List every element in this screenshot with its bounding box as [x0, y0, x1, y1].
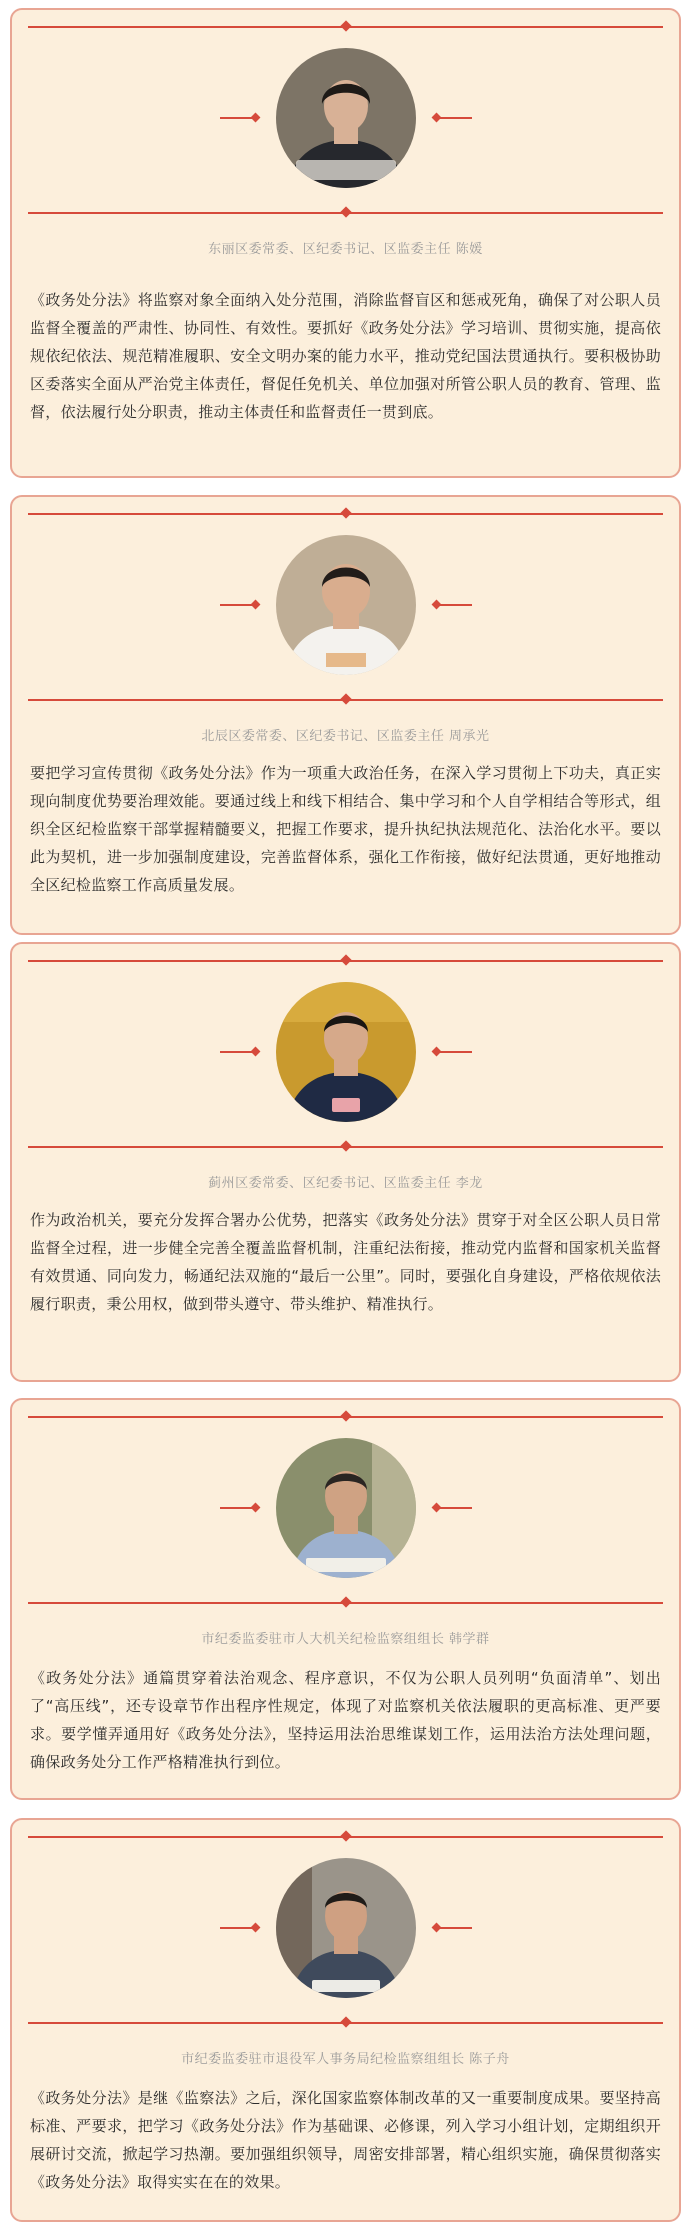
article-body: 《政务处分法》是继《监察法》之后，深化国家监察体制改革的又一重要制度成果。要坚持高标准、严要求，把学习《政务处分法》作为基础课、必修课，列入学习小组计划，定期组织开展研讨交流，掀起学习热潮。要加强组织领导，周密安排部署，精心组织实施，确保贯彻落实《政务处分法》取得实实在在的效果。	[30, 2089, 661, 2191]
bottom-divider	[28, 2022, 663, 2024]
article-body: 要把学习宣传贯彻《政务处分法》作为一项重大政治任务，在深入学习贯彻上下功夫，真正实现向制度优势要治理效能。要通过线上和线下相结合、集中学习和个人自学相结合等形式，组织全区纪检监察干部掌握精髓要义，把握工作要求，提升执纪执法规范化、法治化水平。要以此为契机，进一步加强制度建设，完善监督体系，强化工作衔接，做好纪法贯通，更好地推动全区纪检监察工作高质量发展。	[30, 764, 661, 894]
left-arrow-ornament-icon	[220, 1051, 256, 1053]
portrait-photo	[276, 48, 416, 188]
bottom-divider	[28, 1602, 663, 1604]
diamond-ornament-icon	[340, 1830, 351, 1841]
portrait-photo	[276, 1438, 416, 1578]
right-arrow-ornament-icon	[436, 1051, 472, 1053]
speaker-caption: 北辰区委常委、区纪委书记、区监委主任 周承光	[201, 729, 490, 744]
portrait-frame	[276, 535, 416, 675]
article-body: 作为政治机关，要充分发挥合署办公优势，把落实《政务处分法》贯穿于对全区公职人员日常监督全过程，进一步健全完善全覆盖监督机制，注重纪法衔接，推动党内监督和国家机关监督有效贯通、同向发力，畅通纪法双施的“最后一公里”。同时，要强化自身建设，严格依规依法履行职责，秉公用权，做到带头遵守、带头维护、精准执行。	[30, 1211, 661, 1313]
portrait-photo	[276, 982, 416, 1122]
portrait-photo	[276, 535, 416, 675]
speaker-caption: 市纪委监委驻市人大机关纪检监察组组长 韩学群	[201, 1632, 490, 1647]
bottom-divider	[28, 1146, 663, 1148]
article-card-2	[10, 495, 681, 935]
speaker-caption: 市纪委监委驻市退役军人事务局纪检监察组组长 陈子舟	[181, 2052, 510, 2067]
top-divider	[28, 1836, 663, 1838]
diamond-ornament-icon	[340, 206, 351, 217]
article-card-3	[10, 942, 681, 1382]
diamond-ornament-icon	[340, 954, 351, 965]
right-arrow-ornament-icon	[436, 1927, 472, 1929]
article-card-4	[10, 1398, 681, 1800]
top-divider	[28, 1416, 663, 1418]
article-body: 《政务处分法》通篇贯穿着法治观念、程序意识，不仅为公职人员列明“负面清单”、划出了“高压线”，还专设章节作出程序性规定，体现了对监察机关依法履职的更高标准、更严要求。要学懂弄通用好《政务处分法》，坚持运用法治思维谋划工作，运用法治方法处理问题，确保政务处分工作严格精准执行到位。	[30, 1669, 661, 1771]
bottom-divider	[28, 699, 663, 701]
diamond-ornament-icon	[340, 693, 351, 704]
diamond-ornament-icon	[340, 1410, 351, 1421]
speaker-caption: 蓟州区委常委、区纪委书记、区监委主任 李龙	[208, 1176, 483, 1191]
bottom-divider	[28, 212, 663, 214]
article-card-5	[10, 1818, 681, 2222]
diamond-ornament-icon	[340, 1596, 351, 1607]
portrait-frame	[276, 982, 416, 1122]
portrait-frame	[276, 48, 416, 188]
portrait-frame	[276, 1858, 416, 1998]
speaker-caption: 东丽区委常委、区纪委书记、区监委主任 陈媛	[208, 242, 483, 257]
portrait-photo	[276, 1858, 416, 1998]
diamond-ornament-icon	[340, 507, 351, 518]
diamond-ornament-icon	[340, 1140, 351, 1151]
diamond-ornament-icon	[340, 20, 351, 31]
top-divider	[28, 960, 663, 962]
right-arrow-ornament-icon	[436, 604, 472, 606]
article-body: 《政务处分法》将监察对象全面纳入处分范围，消除监督盲区和惩戒死角，确保了对公职人员监督全覆盖的严肃性、协同性、有效性。要抓好《政务处分法》学习培训、贯彻实施，提高依规依纪依法、规范精准履职、安全文明办案的能力水平，推动党纪国法贯通执行。要积极协助区委落实全面从严治党主体责任，督促任免机关、单位加强对所管公职人员的教育、管理、监督，依法履行处分职责，推动主体责任和监督责任一贯到底。	[30, 291, 661, 421]
left-arrow-ornament-icon	[220, 1927, 256, 1929]
right-arrow-ornament-icon	[436, 1507, 472, 1509]
right-arrow-ornament-icon	[436, 117, 472, 119]
top-divider	[28, 513, 663, 515]
top-divider	[28, 26, 663, 28]
diamond-ornament-icon	[340, 2016, 351, 2027]
left-arrow-ornament-icon	[220, 1507, 256, 1509]
portrait-frame	[276, 1438, 416, 1578]
left-arrow-ornament-icon	[220, 604, 256, 606]
left-arrow-ornament-icon	[220, 117, 256, 119]
article-card-1	[10, 8, 681, 478]
